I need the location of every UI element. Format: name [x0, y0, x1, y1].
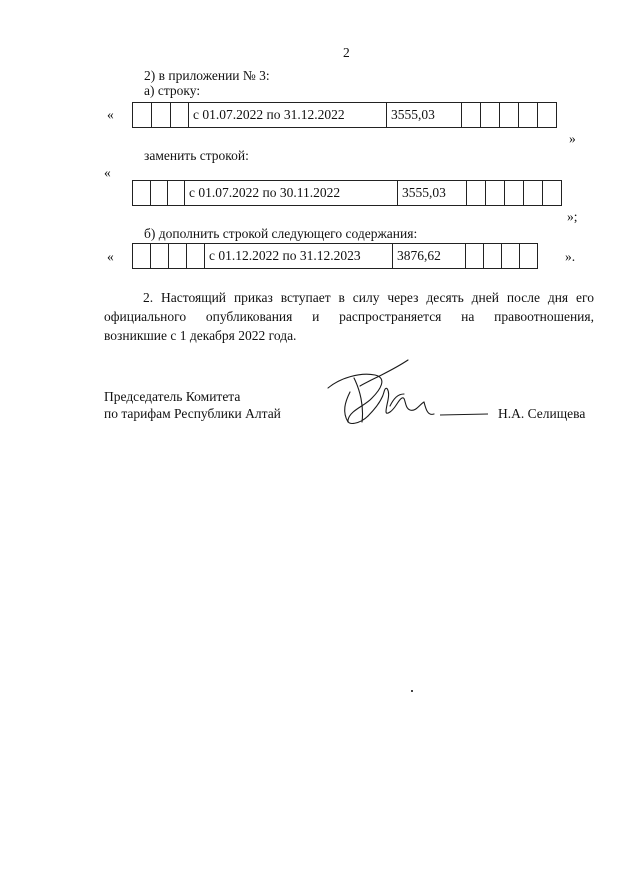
table-cell — [169, 244, 187, 269]
item-2-heading: 2) в приложении № 3: — [144, 68, 270, 83]
open-quote-2: « — [104, 165, 111, 180]
paragraph-2-line-1: 2. Настоящий приказ вступает в силу через десять дней после дня его — [143, 290, 594, 305]
table-row-1 — [132, 102, 557, 128]
table-cell — [520, 244, 538, 269]
table-row-3 — [132, 243, 538, 269]
replace-with-label: заменить строкой: — [144, 148, 249, 163]
table-cell — [538, 103, 557, 128]
value-cell: 3555,03 — [398, 181, 467, 206]
close-quote-2: »; — [567, 209, 578, 224]
scan-speck — [411, 690, 413, 692]
signatory-title-line-1: Председатель Комитета — [104, 389, 241, 404]
table-cell — [151, 244, 169, 269]
sub-item-a: а) строку: — [144, 83, 201, 98]
table-row-2 — [132, 180, 562, 206]
period-cell: с 01.12.2022 по 31.12.2023 — [205, 244, 393, 269]
page-number: 2 — [343, 45, 350, 60]
signatory-name: Н.А. Селищева — [498, 406, 586, 421]
table-cell — [486, 181, 505, 206]
table-cell — [519, 103, 538, 128]
table-cell — [151, 181, 168, 206]
table-cell — [484, 244, 502, 269]
table-cell — [152, 103, 171, 128]
table-cell — [524, 181, 543, 206]
table-cell — [543, 181, 562, 206]
table-cell — [171, 103, 189, 128]
period-cell: с 01.07.2022 по 30.11.2022 — [185, 181, 398, 206]
table-cell — [187, 244, 205, 269]
paragraph-2-line-2: официального опубликования и распространяется на правоотношения, — [104, 309, 594, 324]
open-quote-1: « — [107, 107, 114, 122]
table-cell — [462, 103, 481, 128]
table-cell — [505, 181, 524, 206]
table-cell — [466, 244, 484, 269]
open-quote-3: « — [107, 249, 114, 264]
table-cell — [481, 103, 500, 128]
table-cell — [168, 181, 185, 206]
table-cell — [133, 244, 151, 269]
paragraph-2-line-3: возникшие с 1 декабря 2022 года. — [104, 328, 297, 343]
sub-item-b: б) дополнить строкой следующего содержания: — [144, 226, 418, 241]
close-quote-3: ». — [565, 249, 576, 264]
value-cell: 3876,62 — [393, 244, 466, 269]
paragraph-2 — [104, 288, 594, 345]
table-cell — [467, 181, 486, 206]
signatory-title-line-2: по тарифам Республики Алтай — [104, 406, 281, 421]
value-cell: 3555,03 — [387, 103, 462, 128]
handwritten-signature — [320, 350, 490, 435]
table-cell — [133, 103, 152, 128]
close-quote-1: » — [569, 131, 576, 146]
table-cell — [502, 244, 520, 269]
table-cell — [500, 103, 519, 128]
period-cell: с 01.07.2022 по 31.12.2022 — [189, 103, 387, 128]
table-cell — [133, 181, 151, 206]
